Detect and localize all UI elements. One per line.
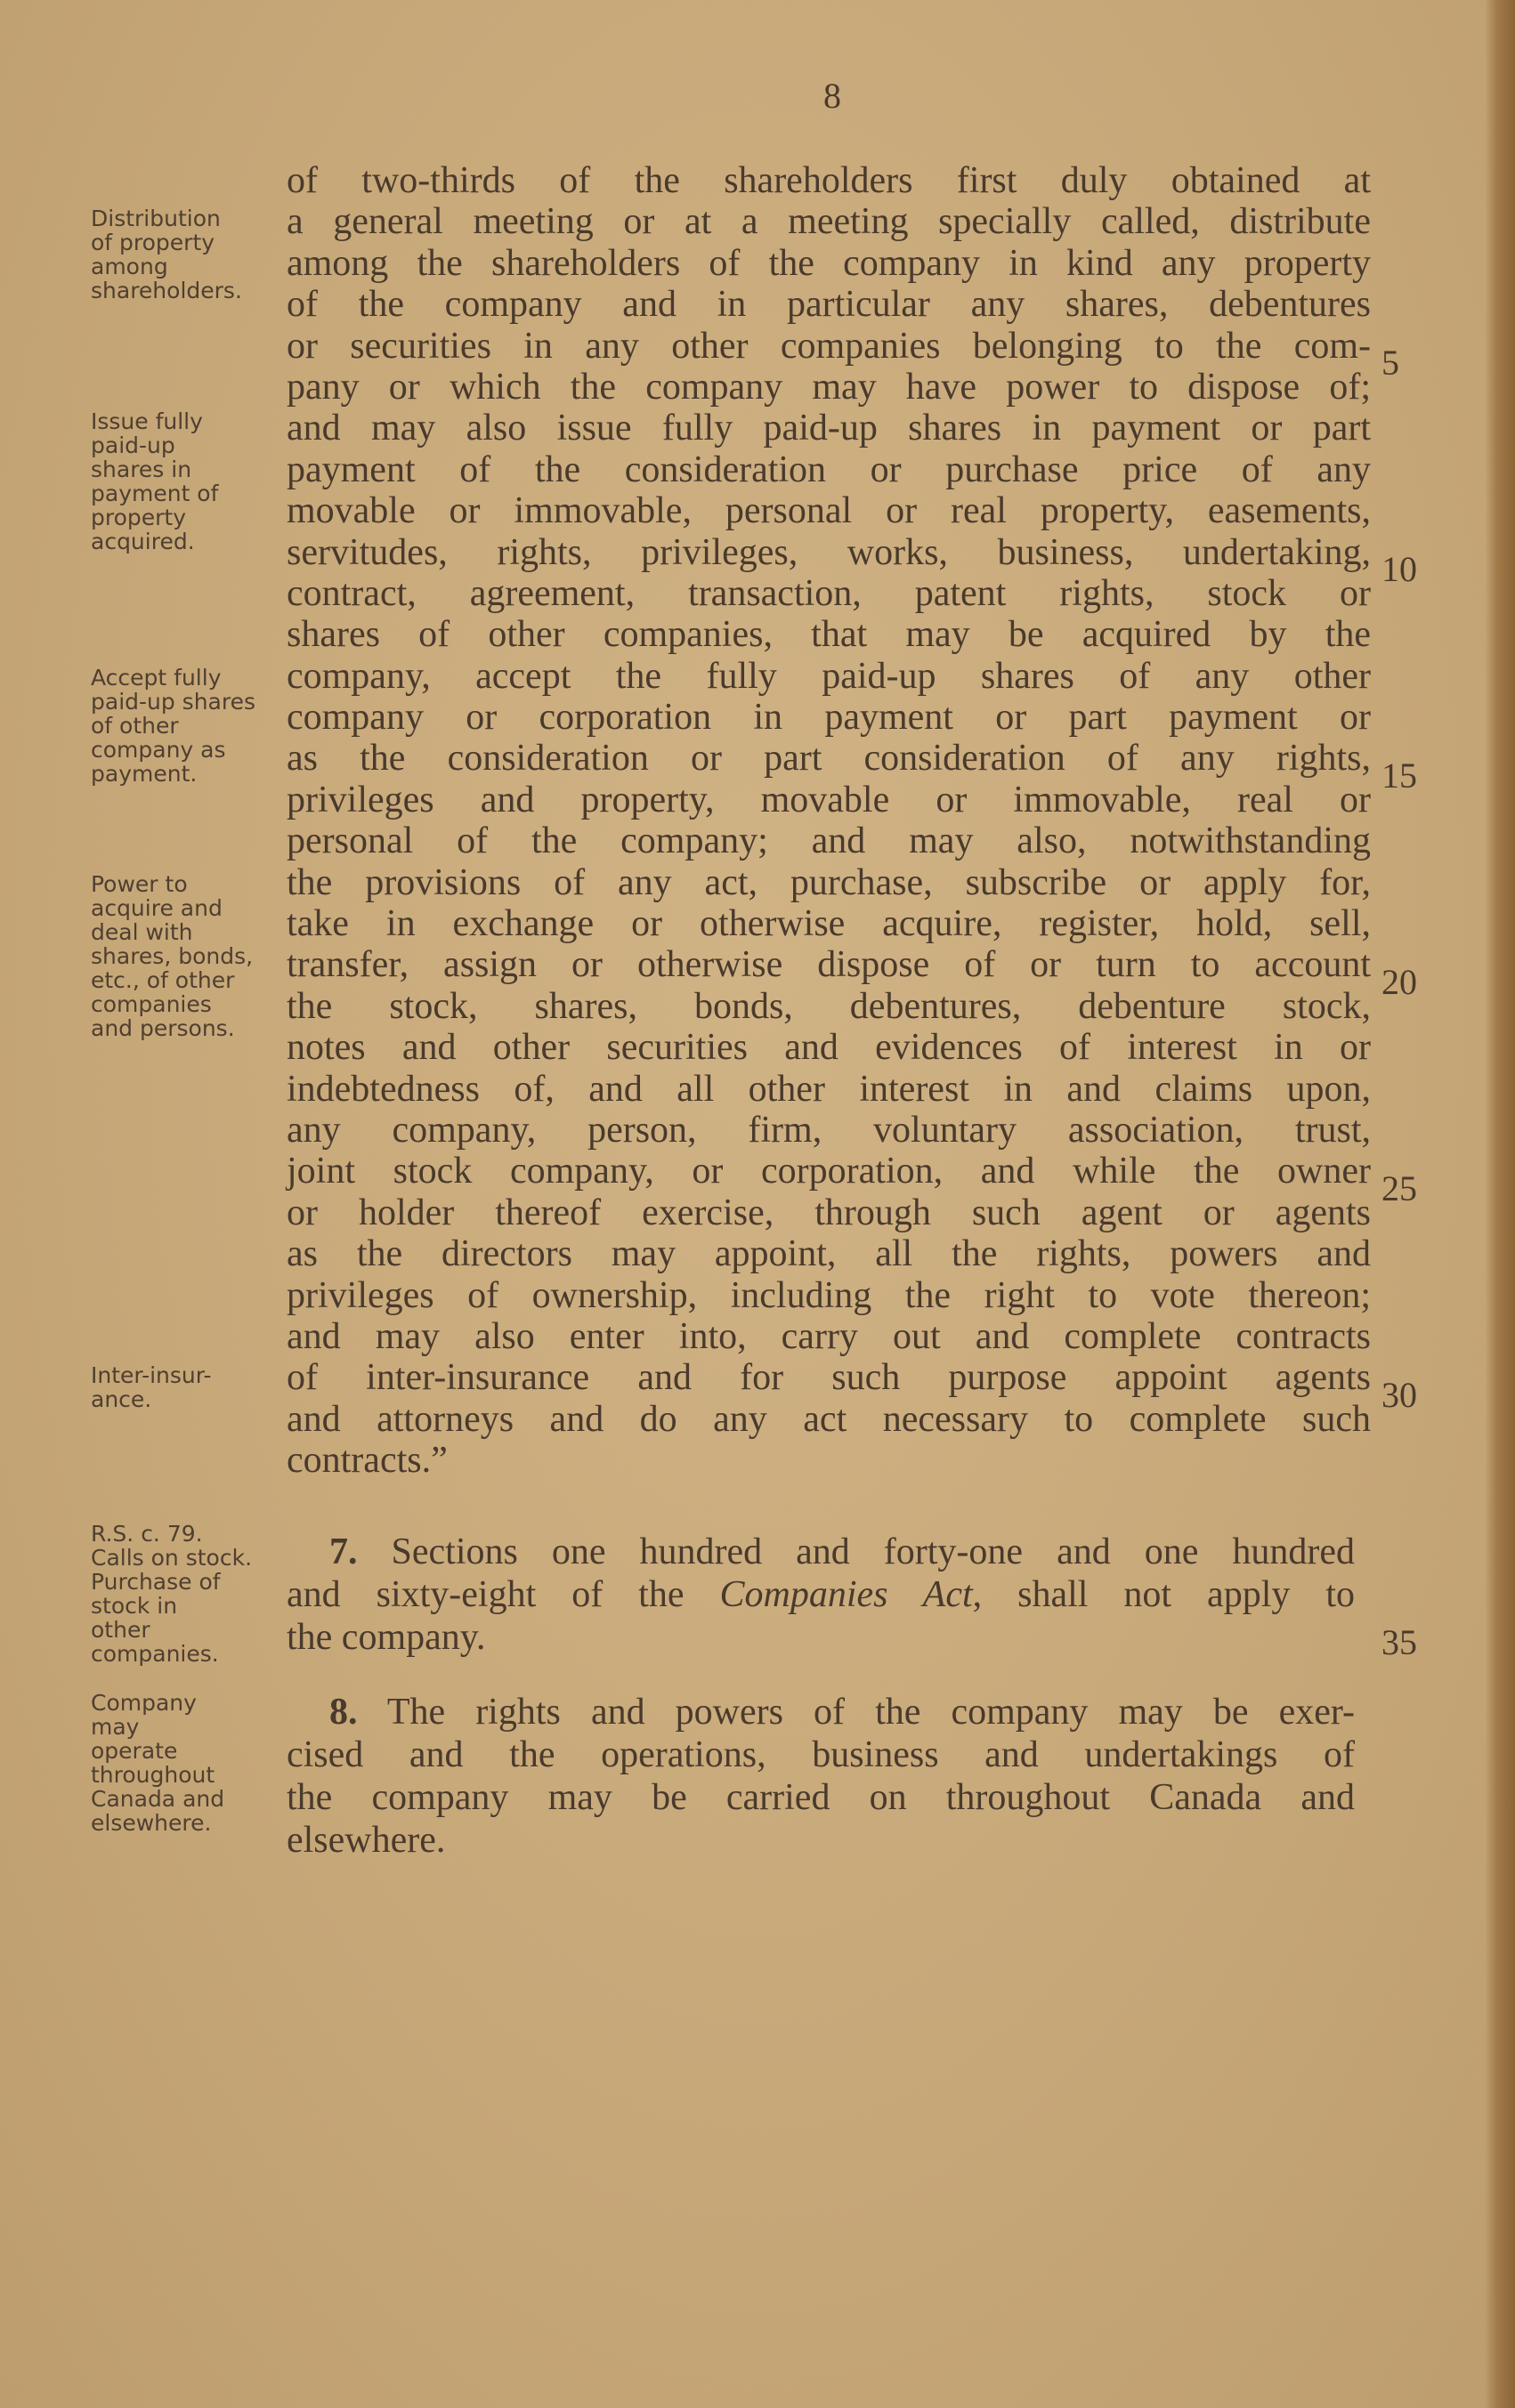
line-number: 15 bbox=[1381, 756, 1417, 796]
body-line: and may also issue fully paid-up shares in payment or part bbox=[287, 408, 1371, 449]
margin-note-line: operate bbox=[91, 1738, 178, 1764]
body-line: privileges of ownership, including the right to vote thereon; bbox=[287, 1274, 1371, 1316]
margin-note-line: among bbox=[91, 254, 168, 279]
body-line: notes and other securities and evidences of interest in or bbox=[287, 1027, 1371, 1069]
body-line: transfer, assign or otherwise dispose of or turn to account bbox=[287, 944, 1371, 986]
line-number: 35 bbox=[1381, 1622, 1417, 1662]
margin-note-line: of other bbox=[91, 713, 179, 739]
body-line: as the directors may appoint, all the rights, powers and bbox=[287, 1233, 1371, 1275]
body-line: indebtedness of, and all other interest in and claims upon, bbox=[287, 1068, 1371, 1110]
margin-note-line: ance. bbox=[91, 1386, 152, 1412]
body-line: a general meeting or at a meeting specially called, distribute bbox=[287, 201, 1371, 243]
section-8 bbox=[287, 1691, 1355, 1862]
section-8-line: cised and the operations, business and undertakings of bbox=[287, 1734, 1355, 1775]
margin-note-line: payment. bbox=[91, 761, 198, 787]
margin-note-line: R.S. c. 79. bbox=[91, 1521, 203, 1547]
body-line: of two-thirds of the shareholders first duly obtained at bbox=[287, 160, 1371, 201]
section-7-number: 7. bbox=[329, 1531, 358, 1572]
body-line: and may also enter into, carry out and complete contracts bbox=[287, 1315, 1371, 1357]
body-line: or holder thereof exercise, through such agent or agents bbox=[287, 1192, 1371, 1233]
margin-note-line: companies bbox=[91, 991, 212, 1017]
section-6-body bbox=[287, 160, 1371, 1482]
section-7 bbox=[287, 1531, 1355, 1659]
margin-note-line: shares, bonds, bbox=[91, 943, 254, 969]
margin-note-line: shareholders. bbox=[91, 278, 242, 303]
page-number: 8 bbox=[823, 76, 841, 116]
body-line: the provisions of any act, purchase, subscribe or apply for, bbox=[287, 861, 1371, 903]
margin-note-line: elsewhere. bbox=[91, 1810, 212, 1836]
body-line: joint stock company, or corporation, and while the owner bbox=[287, 1151, 1371, 1192]
margin-note-line: Company bbox=[91, 1690, 197, 1716]
margin-note-line: payment of bbox=[91, 481, 219, 506]
line-number: 30 bbox=[1381, 1375, 1417, 1415]
margin-note-line: other bbox=[91, 1617, 150, 1643]
section-7-line bbox=[287, 1573, 1355, 1616]
body-line: contract, agreement, transaction, patent rights, stock or bbox=[287, 572, 1371, 614]
margin-note-operate-canada bbox=[91, 1691, 287, 1835]
line-number: 5 bbox=[1381, 343, 1399, 383]
section-7-text: and sixty-eight of the bbox=[287, 1574, 720, 1615]
body-line: company or corporation in payment or part payment or bbox=[287, 697, 1371, 739]
body-line: of inter-insurance and for such purpose appoint agents bbox=[287, 1357, 1371, 1399]
margin-note-line: paid-up shares bbox=[91, 689, 256, 715]
margin-note-line: companies. bbox=[91, 1641, 219, 1667]
margin-note-power-to-acquire bbox=[91, 872, 287, 1040]
body-line: personal of the company; and may also, notwithstanding bbox=[287, 820, 1371, 862]
margin-note-calls-on-stock bbox=[91, 1522, 287, 1666]
body-line: take in exchange or otherwise acquire, register, hold, sell, bbox=[287, 903, 1371, 945]
margin-note-distribution bbox=[91, 206, 287, 303]
section-8-line bbox=[287, 1691, 1355, 1733]
section-8-text: The rights and powers of the company may be exer- bbox=[386, 1692, 1356, 1733]
body-line: shares of other companies, that may be acquired by the bbox=[287, 614, 1371, 656]
section-7-text: Sections one hundred and forty-one and one hundred bbox=[391, 1531, 1355, 1572]
margin-note-line: Inter-insur- bbox=[91, 1362, 212, 1388]
body-line: as the consideration or part consideration of any rights, bbox=[287, 738, 1371, 780]
margin-note-line: may bbox=[91, 1714, 140, 1740]
margin-note-line: shares in bbox=[91, 457, 192, 482]
section-8-line: elsewhere. bbox=[287, 1820, 446, 1861]
section-7-line bbox=[287, 1531, 1355, 1573]
margin-note-line: acquired. bbox=[91, 529, 195, 554]
line-number: 25 bbox=[1381, 1168, 1417, 1208]
margin-note-line: throughout bbox=[91, 1762, 215, 1788]
margin-note-line: company as bbox=[91, 737, 226, 763]
section-8-line: the company may be carried on throughout Canada and bbox=[287, 1777, 1355, 1818]
margin-note-line: Accept fully bbox=[91, 665, 222, 691]
body-line: of the company and in particular any shares, debentures bbox=[287, 284, 1371, 326]
body-line: movable or immovable, personal or real property, easements, bbox=[287, 490, 1371, 532]
margin-note-issue-shares bbox=[91, 409, 287, 554]
margin-note-line: and persons. bbox=[91, 1015, 235, 1041]
act-title: Companies Act bbox=[719, 1574, 973, 1615]
margin-note-line: Canada and bbox=[91, 1786, 225, 1812]
line-number: 10 bbox=[1381, 549, 1417, 589]
page-edge bbox=[1485, 0, 1515, 2408]
body-line: payment of the consideration or purchase price of any bbox=[287, 448, 1371, 490]
margin-note-line: Purchase of bbox=[91, 1569, 221, 1595]
margin-note-line: property bbox=[91, 505, 187, 530]
margin-note-accept-shares bbox=[91, 666, 287, 786]
body-line: pany or which the company may have power to dispose of; bbox=[287, 366, 1371, 408]
section-7-line: the company. bbox=[287, 1617, 486, 1658]
body-line: the stock, shares, bonds, debentures, debenture stock, bbox=[287, 985, 1371, 1027]
margin-note-line: etc., of other bbox=[91, 967, 235, 993]
margin-note-line: of property bbox=[91, 230, 215, 255]
body-line: or securities in any other companies belonging to the com- bbox=[287, 325, 1371, 367]
margin-note-line: deal with bbox=[91, 919, 193, 945]
margin-note-inter-insurance bbox=[91, 1363, 287, 1411]
body-line: among the shareholders of the company in kind any property bbox=[287, 242, 1371, 284]
margin-note-line: acquire and bbox=[91, 895, 223, 921]
margin-note-line: Distribution bbox=[91, 206, 221, 231]
line-number: 20 bbox=[1381, 962, 1417, 1002]
body-line: and attorneys and do any act necessary to complete such bbox=[287, 1398, 1371, 1440]
section-7-text: , shall not apply to bbox=[972, 1574, 1355, 1615]
body-line: contracts.” bbox=[287, 1440, 448, 1482]
margin-note-line: Calls on stock. bbox=[91, 1545, 253, 1571]
margin-note-line: paid-up bbox=[91, 432, 175, 458]
margin-note-line: Issue fully bbox=[91, 408, 203, 434]
body-line: company, accept the fully paid-up shares of any other bbox=[287, 655, 1371, 697]
margin-note-line: stock in bbox=[91, 1593, 178, 1619]
body-line: servitudes, rights, privileges, works, business, undertaking, bbox=[287, 531, 1371, 573]
section-8-number: 8. bbox=[329, 1692, 358, 1733]
body-line: any company, person, firm, voluntary association, trust, bbox=[287, 1109, 1371, 1151]
body-line: privileges and property, movable or immovable, real or bbox=[287, 779, 1371, 820]
margin-note-line: Power to bbox=[91, 871, 188, 897]
